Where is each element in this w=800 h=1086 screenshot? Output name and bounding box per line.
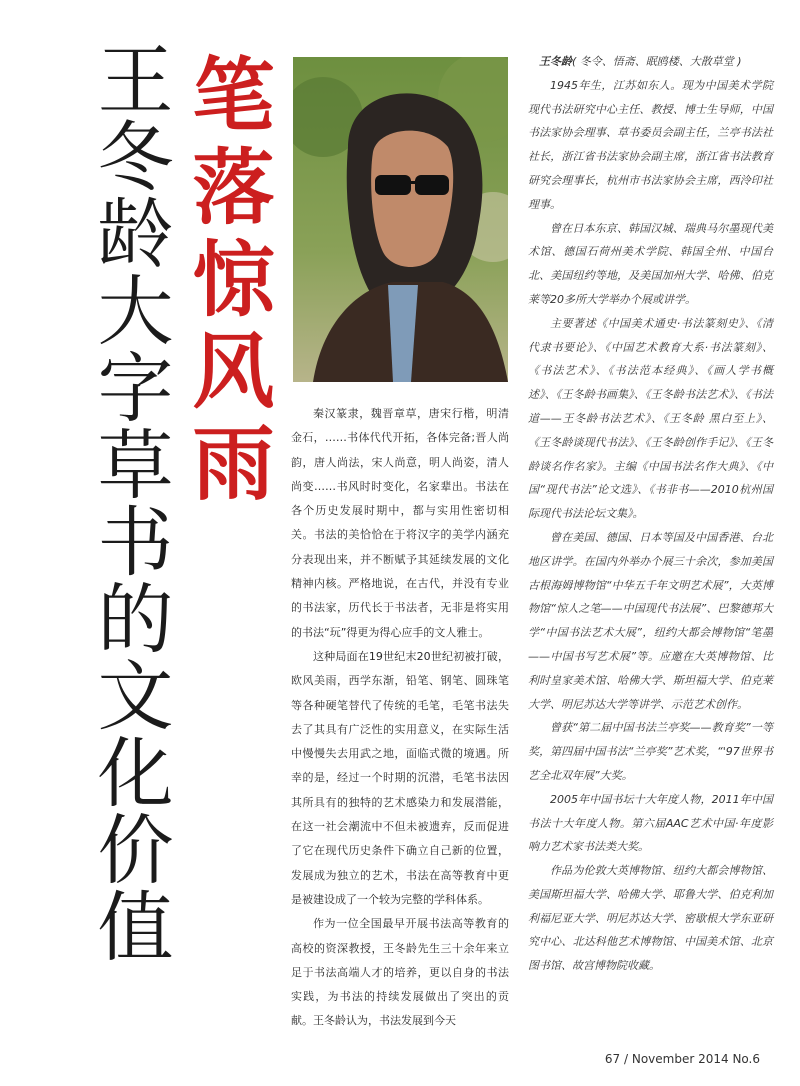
bio-paragraph: 主要著述《中国美术通史·书法篆刻史》、《清代隶书要论》、《中国艺术教育大系·书法篆刻》、《书法艺术》、《书法范本经典》、《画人学书概述》、《王冬龄书画集》、《王冬龄书法艺术》、《书法道——王冬龄书法艺术》、《王冬龄 黑白至上》、《王冬龄谈现代书法》、《王冬龄创作手记》、《王冬龄谈名作名家》。主编《中国书法名作大典》、《中国“现代书法”论文选》、《书非书——2010杭州国际现代书法论坛文集》。 (528, 316, 773, 521)
biography-column (528, 50, 773, 978)
vertical-title: 王冬龄大字草书的文化价值 (85, 40, 174, 964)
bio-header (528, 50, 773, 74)
portrait-photo (293, 57, 508, 382)
bio-name: 王冬龄 (539, 55, 572, 68)
bio-paragraph: 曾在日本东京、韩国汉城、瑞典马尔墨现代美术馆、德国石荷州美术学院、韩国全州、中国台北、美国纽约等地，及美国加州大学、哈佛、伯克莱等20多所大学举办个展或讲学。 (528, 221, 773, 306)
bio-paragraph: 1945年生，江苏如东人。现为中国美术学院现代书法研究中心主任、教授、博士生导师，中国书法家协会理事、草书委员会副主任，兰亭书法社社长，浙江省书法家协会副主席，浙江省书法教育研究会理事长，杭州市书法家协会主席，西泠印社理事。 (528, 78, 773, 211)
portrait-illustration (293, 57, 508, 382)
article-paragraph: 这种局面在19世纪末20世纪初被打破，欧风美雨，西学东渐，铅笔、钢笔、圆珠笔等各种硬笔替代了传统的毛笔，毛笔书法失去了其具有广泛性的实用意义，在实际生活中慢慢失去用武之地，面临式微的境遇。所幸的是，经过一个时期的沉潜，毛笔书法因其所具有的独特的艺术感染力和发展潜能，在这一社会潮流中不但未被遗弃，反而促进了它在现代历史条件下确立自己新的位置，发展成为独立的艺术，书法在高等教育中更是被建设成了一个较为完整的学科体系。 (291, 649, 509, 906)
bio-paragraph: 2005年中国书坛十大年度人物，2011年中国书法十大年度人物。第六届AAC艺术中国·年度影响力艺术家书法类大奖。 (528, 792, 773, 854)
bio-aliases: ( 冬令、悟斋、眠鸥楼、大散草堂 ) (572, 55, 742, 68)
article-paragraph: 秦汉篆隶，魏晋章草，唐宋行楷，明清金石，……书体代代开拓，各体完备;晋人尚韵，唐人尚法，宋人尚意，明人尚姿，清人尚变……书风时时变化，名家辈出。书法在各个历史发展时期中，都与实用性密切相关。书法的美恰恰在于将汉字的美学内涵充分表现出来，并不断赋予其延续发展的文化精神内核。严格地说，在古代，并没有专业的书法家，历代长于书法者，无非是将实用的书法“玩”得更为得心应手的文人雅士。 (291, 407, 509, 639)
bio-paragraph: 作品为伦敦大英博物馆、纽约大都会博物馆、美国斯坦福大学、哈佛大学、耶鲁大学、伯克利加利福尼亚大学、明尼苏达大学、密歇根大学东亚研究中心、北达科他艺术博物馆、中国美术馆、北京图书馆、故宫博物院收藏。 (528, 864, 773, 973)
page-footer: 67 / November 2014 No.6 (604, 1052, 760, 1066)
red-title: 笔落惊风雨 (179, 52, 274, 512)
article-body (291, 402, 509, 1034)
bio-paragraph: 曾获“第二届中国书法兰亭奖——教育奖”一等奖，第四届中国书法“兰亭奖”艺术奖，“'97世界书艺全北双年展”大奖。 (528, 721, 773, 782)
bio-paragraph: 曾在美国、德国、日本等国及中国香港、台北地区讲学。在国内外举办个展三十余次，参加美国古根海姆博物馆“中华五千年文明艺术展”，大英博物馆“惊人之笔——中国现代书法展”、巴黎德邦大学“中国书法艺术大展”，纽约大都会博物馆“笔墨——中国书写艺术展”等。应邀在大英博物馆、比利时皇家美术馆、哈佛大学、斯坦福大学、伯克莱大学、明尼苏达大学等讲学、示范艺术创作。 (528, 530, 773, 711)
article-paragraph: 作为一位全国最早开展书法高等教育的高校的资深教授，王冬龄先生三十余年来立足于书法高端人才的培养，更以自身的书法实践，为书法的持续发展做出了突出的贡献。王冬龄认为，书法发展到今天 (291, 917, 509, 1028)
